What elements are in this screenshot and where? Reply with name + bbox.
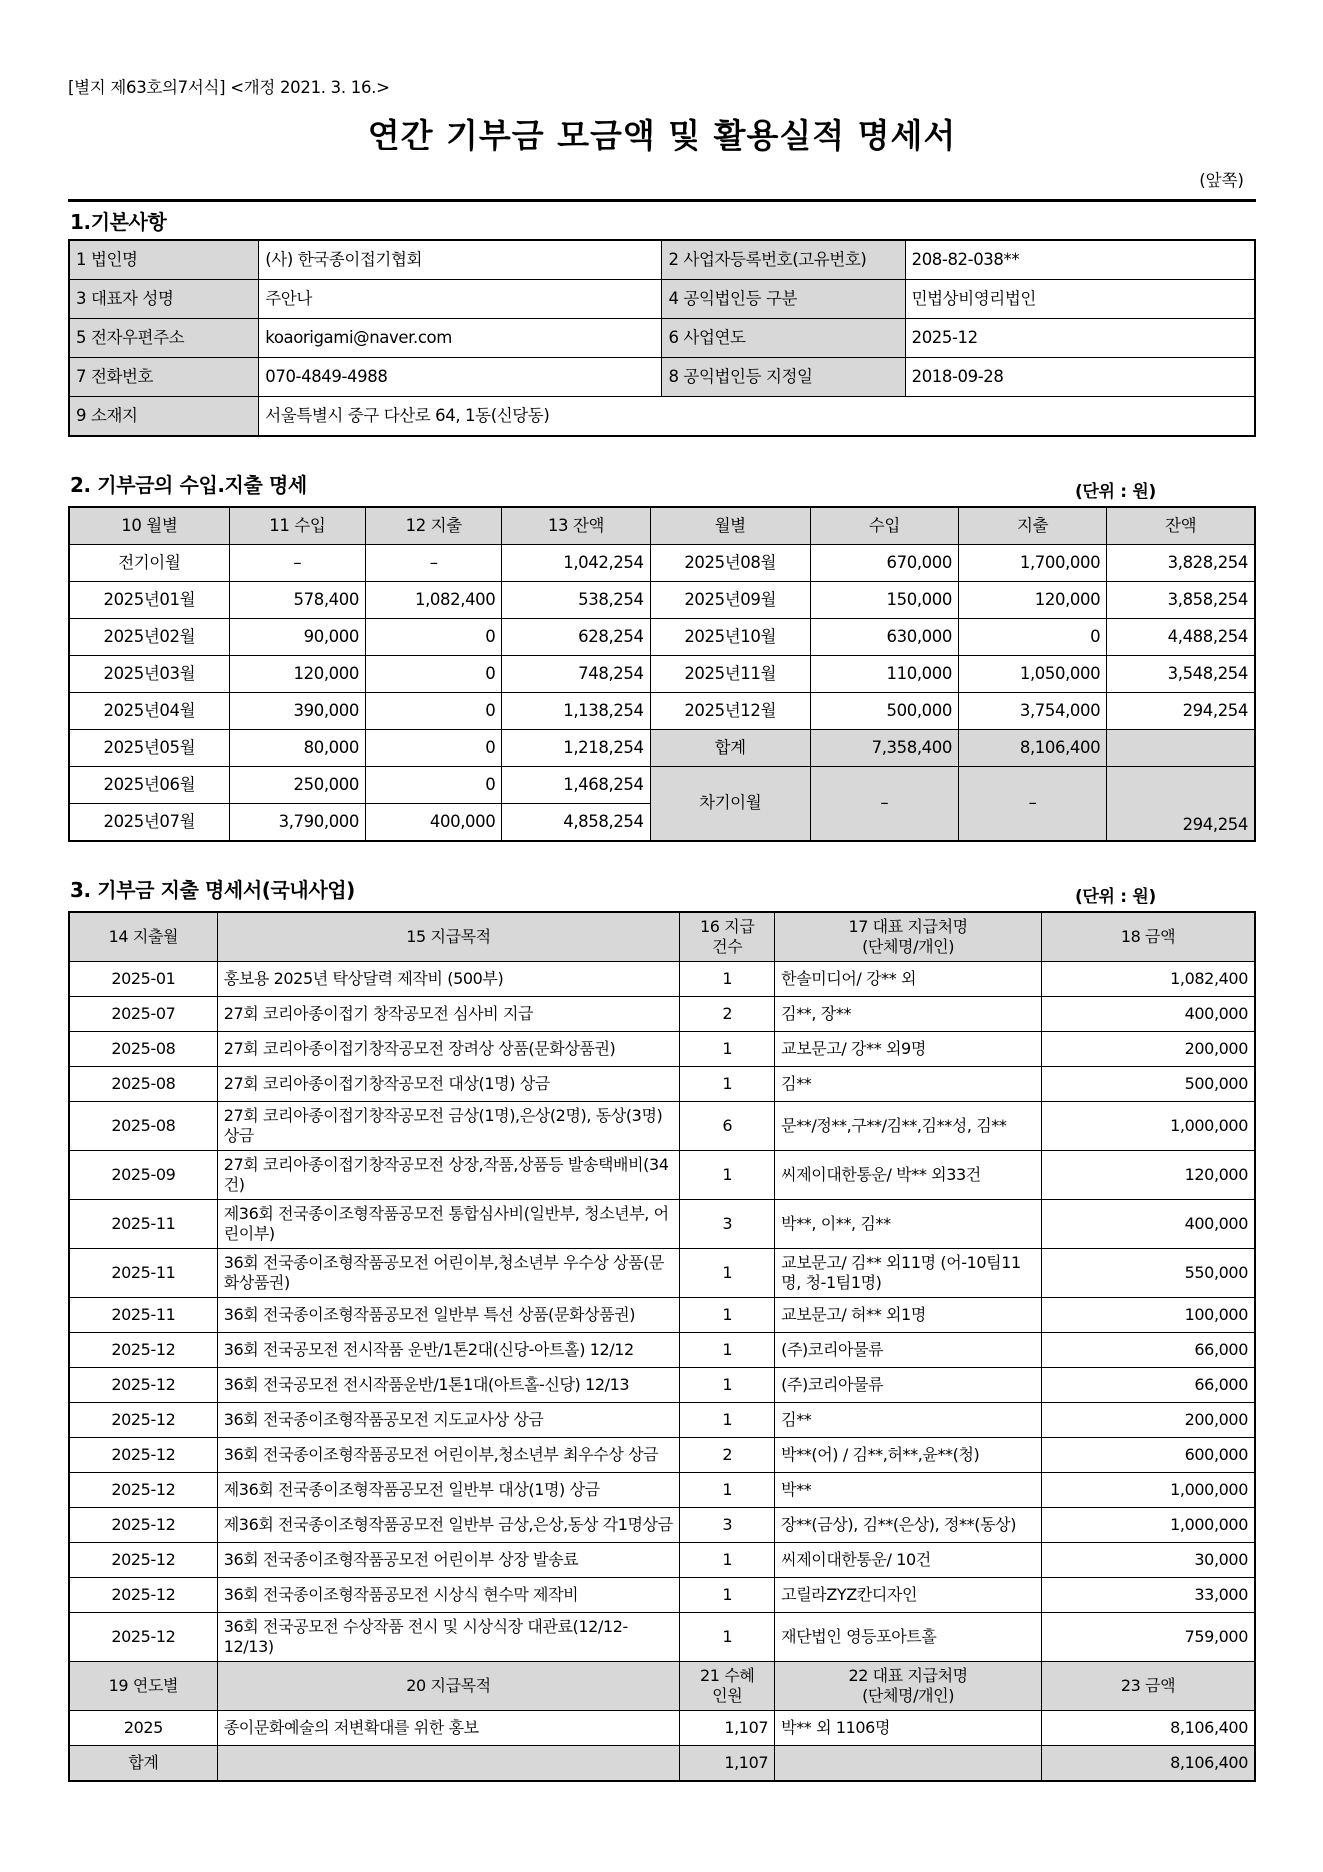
exp-cell-count: 1 bbox=[680, 1151, 775, 1200]
summary-cell-amount: 8,106,400 bbox=[1042, 1711, 1256, 1746]
section2-header bbox=[68, 467, 1256, 502]
exp-cell-purpose: 36회 전국종이조형작품공모전 시상식 현수막 제작비 bbox=[217, 1578, 680, 1613]
exp-cell-amount: 400,000 bbox=[1042, 1200, 1256, 1249]
section3-header bbox=[68, 872, 1256, 907]
exp-cell-purpose: 36회 전국종이조형작품공모전 어린이부 상장 발송료 bbox=[217, 1543, 680, 1578]
exp-cell-amount: 400,000 bbox=[1042, 997, 1256, 1032]
summary-header-year: 19 연도별 bbox=[69, 1662, 217, 1711]
basic-label-biz-reg-no: 2 사업자등록번호(고유번호) bbox=[662, 240, 905, 280]
table-row bbox=[69, 1102, 1255, 1151]
exp-cell-purpose: 36회 전국공모전 수상작품 전시 및 시상식장 대관료(12/12-12/13) bbox=[217, 1613, 680, 1662]
exp-cell-count: 1 bbox=[680, 1298, 775, 1333]
exp-cell-amount: 66,000 bbox=[1042, 1333, 1256, 1368]
ie-left-month: 2025년06월 bbox=[69, 767, 229, 804]
exp-header-count-line1: 16 지급 bbox=[700, 917, 755, 936]
exp-cell-count: 1 bbox=[680, 1249, 775, 1298]
summary-total-amount: 8,106,400 bbox=[1042, 1746, 1256, 1782]
exp-cell-count: 1 bbox=[680, 1473, 775, 1508]
ie-right-month: 2025년12월 bbox=[650, 693, 810, 730]
section2-unit-note: (단위 : 원) bbox=[1074, 482, 1156, 502]
ie-left-month: 2025년03월 bbox=[69, 656, 229, 693]
basic-label-phone: 7 전화번호 bbox=[69, 358, 259, 397]
table-row bbox=[69, 656, 1255, 693]
ie-right-expense: 120,000 bbox=[958, 582, 1106, 619]
summary-total-count: 1,107 bbox=[680, 1746, 775, 1782]
exp-cell-month: 2025-09 bbox=[69, 1151, 217, 1200]
exp-cell-month: 2025-11 bbox=[69, 1200, 217, 1249]
exp-cell-count: 3 bbox=[680, 1200, 775, 1249]
ie-left-expense: 0 bbox=[365, 730, 501, 767]
ie-total-expense: 8,106,400 bbox=[958, 730, 1106, 767]
exp-cell-count: 1 bbox=[680, 1403, 775, 1438]
exp-cell-month: 2025-08 bbox=[69, 1102, 217, 1151]
table-row bbox=[69, 1032, 1255, 1067]
summary-cell-year: 2025 bbox=[69, 1711, 217, 1746]
summary-header-count-line2: 인원 bbox=[712, 1686, 743, 1705]
basic-label-address: 9 소재지 bbox=[69, 397, 259, 437]
exp-header-count-line2: 건수 bbox=[712, 937, 743, 956]
ie-header-month-left: 10 월별 bbox=[69, 507, 229, 545]
ie-left-balance: 748,254 bbox=[502, 656, 650, 693]
basic-value-corp-name: (사) 한국종이접기협회 bbox=[259, 240, 662, 280]
exp-cell-payee: 교보문고/ 김** 외11명 (어-10팀11명, 청-1팀1명) bbox=[775, 1249, 1042, 1298]
ie-left-expense: 400,000 bbox=[365, 804, 501, 842]
basic-info-table bbox=[68, 239, 1256, 437]
exp-cell-month: 2025-12 bbox=[69, 1438, 217, 1473]
summary-cell-payee: 박** 외 1106명 bbox=[775, 1711, 1042, 1746]
basic-label-designation-date: 8 공익법인등 지정일 bbox=[662, 358, 905, 397]
exp-cell-payee: 교보문고/ 강** 외9명 bbox=[775, 1032, 1042, 1067]
exp-cell-count: 1 bbox=[680, 1613, 775, 1662]
ie-left-balance: 628,254 bbox=[502, 619, 650, 656]
exp-cell-month: 2025-08 bbox=[69, 1067, 217, 1102]
exp-cell-purpose: 36회 전국종이조형작품공모전 어린이부,청소년부 최우수상 상금 bbox=[217, 1438, 680, 1473]
page-side-note: (앞쪽) bbox=[1199, 171, 1244, 190]
ie-right-expense: 1,700,000 bbox=[958, 545, 1106, 582]
summary-total-label: 합계 bbox=[69, 1746, 217, 1782]
section3-title: 3. 기부금 지출 명세서(국내사업) bbox=[70, 878, 355, 902]
ie-right-balance: 3,828,254 bbox=[1107, 545, 1255, 582]
table-row bbox=[69, 545, 1255, 582]
table-row bbox=[69, 319, 1255, 358]
table-row bbox=[69, 582, 1255, 619]
summary-header-payee bbox=[775, 1662, 1042, 1711]
ie-right-month: 2025년09월 bbox=[650, 582, 810, 619]
exp-cell-amount: 1,000,000 bbox=[1042, 1102, 1256, 1151]
ie-left-income: 120,000 bbox=[229, 656, 365, 693]
ie-left-expense: 0 bbox=[365, 619, 501, 656]
ie-right-balance: 294,254 bbox=[1107, 693, 1255, 730]
exp-header-count bbox=[680, 912, 775, 962]
expenditure-detail-table bbox=[68, 911, 1256, 1782]
basic-value-email: koaorigami@naver.com bbox=[259, 319, 662, 358]
ie-carryover-balance: 294,254 bbox=[1107, 767, 1255, 842]
summary-total-purpose bbox=[217, 1746, 680, 1782]
ie-left-income: 250,000 bbox=[229, 767, 365, 804]
ie-left-income: 90,000 bbox=[229, 619, 365, 656]
exp-cell-amount: 1,000,000 bbox=[1042, 1508, 1256, 1543]
table-row bbox=[69, 397, 1255, 437]
ie-header-balance-left: 13 잔액 bbox=[502, 507, 650, 545]
exp-cell-month: 2025-12 bbox=[69, 1368, 217, 1403]
exp-cell-amount: 1,082,400 bbox=[1042, 962, 1256, 997]
exp-cell-payee: 박**, 이**, 김** bbox=[775, 1200, 1042, 1249]
basic-value-rep-name: 주안나 bbox=[259, 280, 662, 319]
page-title: 연간 기부금 모금액 및 활용실적 명세서 bbox=[367, 116, 957, 155]
basic-value-org-type: 민법상비영리법인 bbox=[905, 280, 1255, 319]
ie-left-month: 전기이월 bbox=[69, 545, 229, 582]
ie-left-income: 390,000 bbox=[229, 693, 365, 730]
form-code: [별지 제63호의7서식] <개정 2021. 3. 16.> bbox=[68, 78, 390, 97]
summary-header-count bbox=[680, 1662, 775, 1711]
ie-left-expense: – bbox=[365, 545, 501, 582]
ie-right-balance: 3,858,254 bbox=[1107, 582, 1255, 619]
exp-cell-amount: 66,000 bbox=[1042, 1368, 1256, 1403]
ie-right-month: 2025년10월 bbox=[650, 619, 810, 656]
exp-cell-month: 2025-12 bbox=[69, 1578, 217, 1613]
ie-header-balance-right: 잔액 bbox=[1107, 507, 1255, 545]
table-row bbox=[69, 997, 1255, 1032]
ie-left-month: 2025년05월 bbox=[69, 730, 229, 767]
exp-cell-purpose: 36회 전국종이조형작품공모전 어린이부,청소년부 우수상 상품(문화상품권) bbox=[217, 1249, 680, 1298]
exp-cell-count: 1 bbox=[680, 1032, 775, 1067]
exp-header-payee bbox=[775, 912, 1042, 962]
exp-cell-payee: 문**/정**,구**/김**,김**성, 김** bbox=[775, 1102, 1042, 1151]
table-row bbox=[69, 1249, 1255, 1298]
table-row bbox=[69, 1613, 1255, 1662]
ie-right-income: 630,000 bbox=[810, 619, 958, 656]
exp-header-month: 14 지출월 bbox=[69, 912, 217, 962]
basic-label-corp-name: 1 법인명 bbox=[69, 240, 259, 280]
exp-cell-count: 1 bbox=[680, 962, 775, 997]
exp-cell-purpose: 홍보용 2025년 탁상달력 제작비 (500부) bbox=[217, 962, 680, 997]
ie-right-balance: 4,488,254 bbox=[1107, 619, 1255, 656]
ie-left-expense: 1,082,400 bbox=[365, 582, 501, 619]
ie-right-income: 500,000 bbox=[810, 693, 958, 730]
exp-cell-amount: 759,000 bbox=[1042, 1613, 1256, 1662]
exp-cell-payee: 교보문고/ 허** 외1명 bbox=[775, 1298, 1042, 1333]
ie-header-income-left: 11 수입 bbox=[229, 507, 365, 545]
exp-cell-amount: 200,000 bbox=[1042, 1032, 1256, 1067]
table-row bbox=[69, 1151, 1255, 1200]
table-row bbox=[69, 730, 1255, 767]
exp-cell-amount: 200,000 bbox=[1042, 1403, 1256, 1438]
ie-total-balance bbox=[1107, 730, 1255, 767]
basic-label-org-type: 4 공익법인등 구분 bbox=[662, 280, 905, 319]
ie-left-expense: 0 bbox=[365, 656, 501, 693]
table-row bbox=[69, 1403, 1255, 1438]
exp-cell-payee: (주)코리아물류 bbox=[775, 1368, 1042, 1403]
ie-right-balance: 3,548,254 bbox=[1107, 656, 1255, 693]
exp-cell-payee: (주)코리아물류 bbox=[775, 1333, 1042, 1368]
ie-header-expense-right: 지출 bbox=[958, 507, 1106, 545]
exp-cell-amount: 33,000 bbox=[1042, 1578, 1256, 1613]
exp-header-payee-line2: (단체명/개인) bbox=[862, 937, 955, 956]
summary-cell-purpose: 종이문화예술의 저변확대를 위한 홍보 bbox=[217, 1711, 680, 1746]
ie-right-month: 2025년08월 bbox=[650, 545, 810, 582]
ie-left-expense: 0 bbox=[365, 767, 501, 804]
table-row bbox=[69, 1438, 1255, 1473]
exp-cell-purpose: 제36회 전국종이조형작품공모전 일반부 대상(1명) 상금 bbox=[217, 1473, 680, 1508]
exp-cell-purpose: 36회 전국종이조형작품공모전 일반부 특선 상품(문화상품권) bbox=[217, 1298, 680, 1333]
basic-value-address: 서울특별시 중구 다산로 64, 1동(신당동) bbox=[259, 397, 1255, 437]
exp-cell-purpose: 36회 전국종이조형작품공모전 지도교사상 상금 bbox=[217, 1403, 680, 1438]
ie-right-income: 110,000 bbox=[810, 656, 958, 693]
exp-cell-count: 1 bbox=[680, 1067, 775, 1102]
ie-left-month: 2025년04월 bbox=[69, 693, 229, 730]
basic-label-rep-name: 3 대표자 성명 bbox=[69, 280, 259, 319]
ie-left-income: 3,790,000 bbox=[229, 804, 365, 842]
section1-title: 1.기본사항 bbox=[70, 210, 167, 234]
exp-cell-month: 2025-11 bbox=[69, 1298, 217, 1333]
exp-cell-payee: 김** bbox=[775, 1403, 1042, 1438]
table-row bbox=[69, 962, 1255, 997]
ie-right-expense: 0 bbox=[958, 619, 1106, 656]
section2-title: 2. 기부금의 수입.지출 명세 bbox=[70, 473, 307, 497]
exp-cell-count: 1 bbox=[680, 1333, 775, 1368]
exp-cell-month: 2025-12 bbox=[69, 1473, 217, 1508]
ie-carryover-income: – bbox=[810, 767, 958, 842]
exp-cell-count: 1 bbox=[680, 1368, 775, 1403]
ie-left-income: 578,400 bbox=[229, 582, 365, 619]
exp-cell-purpose: 제36회 전국종이조형작품공모전 일반부 금상,은상,동상 각1명상금 bbox=[217, 1508, 680, 1543]
basic-label-email: 5 전자우편주소 bbox=[69, 319, 259, 358]
exp-cell-amount: 500,000 bbox=[1042, 1067, 1256, 1102]
exp-cell-month: 2025-11 bbox=[69, 1249, 217, 1298]
exp-cell-month: 2025-12 bbox=[69, 1613, 217, 1662]
table-row bbox=[69, 1508, 1255, 1543]
summary-header-purpose: 20 지급목적 bbox=[217, 1662, 680, 1711]
ie-carryover-expense: – bbox=[958, 767, 1106, 842]
exp-cell-count: 3 bbox=[680, 1508, 775, 1543]
ie-right-expense: 3,754,000 bbox=[958, 693, 1106, 730]
ie-left-income: 80,000 bbox=[229, 730, 365, 767]
exp-cell-purpose: 27회 코리아종이접기 창작공모전 심사비 지급 bbox=[217, 997, 680, 1032]
exp-cell-payee: 씨제이대한통운/ 박** 외33건 bbox=[775, 1151, 1042, 1200]
summary-header-payee-line2: (단체명/개인) bbox=[862, 1686, 955, 1705]
summary-header-payee-line1: 22 대표 지급처명 bbox=[848, 1666, 968, 1685]
exp-cell-purpose: 27회 코리아종이접기창작공모전 금상(1명),은상(2명), 동상(3명) 상금 bbox=[217, 1102, 680, 1151]
ie-header-income-right: 수입 bbox=[810, 507, 958, 545]
table-row bbox=[69, 1298, 1255, 1333]
ie-left-expense: 0 bbox=[365, 693, 501, 730]
exp-cell-payee: 한솔미디어/ 강** 외 bbox=[775, 962, 1042, 997]
exp-cell-payee: 고릴라ZYZ칸디자인 bbox=[775, 1578, 1042, 1613]
exp-cell-count: 1 bbox=[680, 1578, 775, 1613]
ie-right-expense: 1,050,000 bbox=[958, 656, 1106, 693]
exp-cell-month: 2025-12 bbox=[69, 1508, 217, 1543]
basic-value-designation-date: 2018-09-28 bbox=[905, 358, 1255, 397]
exp-cell-count: 2 bbox=[680, 1438, 775, 1473]
summary-cell-count: 1,107 bbox=[680, 1711, 775, 1746]
ie-right-income: 150,000 bbox=[810, 582, 958, 619]
exp-cell-payee: 씨제이대한통운/ 10건 bbox=[775, 1543, 1042, 1578]
exp-cell-count: 2 bbox=[680, 997, 775, 1032]
ie-right-month: 2025년11월 bbox=[650, 656, 810, 693]
ie-left-balance: 4,858,254 bbox=[502, 804, 650, 842]
exp-cell-amount: 1,000,000 bbox=[1042, 1473, 1256, 1508]
exp-cell-amount: 550,000 bbox=[1042, 1249, 1256, 1298]
ie-right-income: 670,000 bbox=[810, 545, 958, 582]
exp-header-purpose: 15 지급목적 bbox=[217, 912, 680, 962]
ie-left-balance: 1,218,254 bbox=[502, 730, 650, 767]
exp-cell-month: 2025-07 bbox=[69, 997, 217, 1032]
table-row bbox=[69, 280, 1255, 319]
ie-left-balance: 1,468,254 bbox=[502, 767, 650, 804]
exp-cell-month: 2025-12 bbox=[69, 1403, 217, 1438]
table-row bbox=[69, 1067, 1255, 1102]
exp-cell-purpose: 27회 코리아종이접기창작공모전 장려상 상품(문화상품권) bbox=[217, 1032, 680, 1067]
table-row bbox=[69, 1578, 1255, 1613]
income-expense-table bbox=[68, 506, 1256, 842]
table-header-row bbox=[69, 912, 1255, 962]
table-header-row bbox=[69, 507, 1255, 545]
ie-left-month: 2025년01월 bbox=[69, 582, 229, 619]
exp-cell-count: 1 bbox=[680, 1543, 775, 1578]
ie-total-label: 합계 bbox=[650, 730, 810, 767]
ie-header-expense-left: 12 지출 bbox=[365, 507, 501, 545]
table-row bbox=[69, 1473, 1255, 1508]
exp-cell-amount: 100,000 bbox=[1042, 1298, 1256, 1333]
exp-cell-purpose: 27회 코리아종이접기창작공모전 상장,작품,상품등 발송택배비(34건) bbox=[217, 1151, 680, 1200]
summary-total-payee bbox=[775, 1746, 1042, 1782]
table-row bbox=[69, 240, 1255, 280]
exp-cell-month: 2025-12 bbox=[69, 1543, 217, 1578]
ie-left-balance: 1,042,254 bbox=[502, 545, 650, 582]
exp-cell-month: 2025-12 bbox=[69, 1333, 217, 1368]
basic-value-fiscal-year: 2025-12 bbox=[905, 319, 1255, 358]
basic-value-phone: 070-4849-4988 bbox=[259, 358, 662, 397]
exp-cell-purpose: 36회 전국공모전 전시작품 운반/1톤2대(신당-아트홀) 12/12 bbox=[217, 1333, 680, 1368]
table-row bbox=[69, 358, 1255, 397]
section3-unit-note: (단위 : 원) bbox=[1074, 887, 1156, 907]
ie-left-month: 2025년02월 bbox=[69, 619, 229, 656]
table-row bbox=[69, 1200, 1255, 1249]
exp-cell-purpose: 27회 코리아종이접기창작공모전 대상(1명) 상금 bbox=[217, 1067, 680, 1102]
ie-left-balance: 538,254 bbox=[502, 582, 650, 619]
ie-total-income: 7,358,400 bbox=[810, 730, 958, 767]
summary-header-row bbox=[69, 1662, 1255, 1711]
exp-cell-count: 6 bbox=[680, 1102, 775, 1151]
ie-left-month: 2025년07월 bbox=[69, 804, 229, 842]
section-basic-info bbox=[68, 199, 1256, 437]
summary-header-count-line1: 21 수혜 bbox=[700, 1666, 755, 1685]
exp-header-amount: 18 금액 bbox=[1042, 912, 1256, 962]
table-row bbox=[69, 693, 1255, 730]
exp-cell-amount: 30,000 bbox=[1042, 1543, 1256, 1578]
basic-value-biz-reg-no: 208-82-038** bbox=[905, 240, 1255, 280]
table-row bbox=[69, 619, 1255, 656]
table-row bbox=[69, 1333, 1255, 1368]
exp-cell-month: 2025-01 bbox=[69, 962, 217, 997]
ie-left-balance: 1,138,254 bbox=[502, 693, 650, 730]
table-row bbox=[69, 1368, 1255, 1403]
table-row bbox=[69, 1543, 1255, 1578]
table-row bbox=[69, 767, 1255, 804]
summary-row bbox=[69, 1711, 1255, 1746]
exp-cell-payee: 장**(금상), 김**(은상), 정**(동상) bbox=[775, 1508, 1042, 1543]
summary-total-row bbox=[69, 1746, 1255, 1782]
ie-carryover-label: 차기이월 bbox=[650, 767, 810, 842]
exp-cell-payee: 박**(어) / 김**,허**,윤**(청) bbox=[775, 1438, 1042, 1473]
exp-cell-purpose: 제36회 전국종이조형작품공모전 통합심사비(일반부, 청소년부, 어린이부) bbox=[217, 1200, 680, 1249]
exp-cell-amount: 120,000 bbox=[1042, 1151, 1256, 1200]
exp-cell-amount: 600,000 bbox=[1042, 1438, 1256, 1473]
summary-header-amount: 23 금액 bbox=[1042, 1662, 1256, 1711]
exp-cell-payee: 김** bbox=[775, 1067, 1042, 1102]
basic-label-fiscal-year: 6 사업연도 bbox=[662, 319, 905, 358]
ie-header-month-right: 월별 bbox=[650, 507, 810, 545]
exp-cell-month: 2025-08 bbox=[69, 1032, 217, 1067]
exp-header-payee-line1: 17 대표 지급처명 bbox=[848, 917, 968, 936]
ie-left-income: – bbox=[229, 545, 365, 582]
exp-cell-payee: 박** bbox=[775, 1473, 1042, 1508]
exp-cell-purpose: 36회 전국공모전 전시작품운반/1톤1대(아트홀-신당) 12/13 bbox=[217, 1368, 680, 1403]
exp-cell-payee: 재단법인 영등포아트홀 bbox=[775, 1613, 1042, 1662]
exp-cell-payee: 김**, 장** bbox=[775, 997, 1042, 1032]
